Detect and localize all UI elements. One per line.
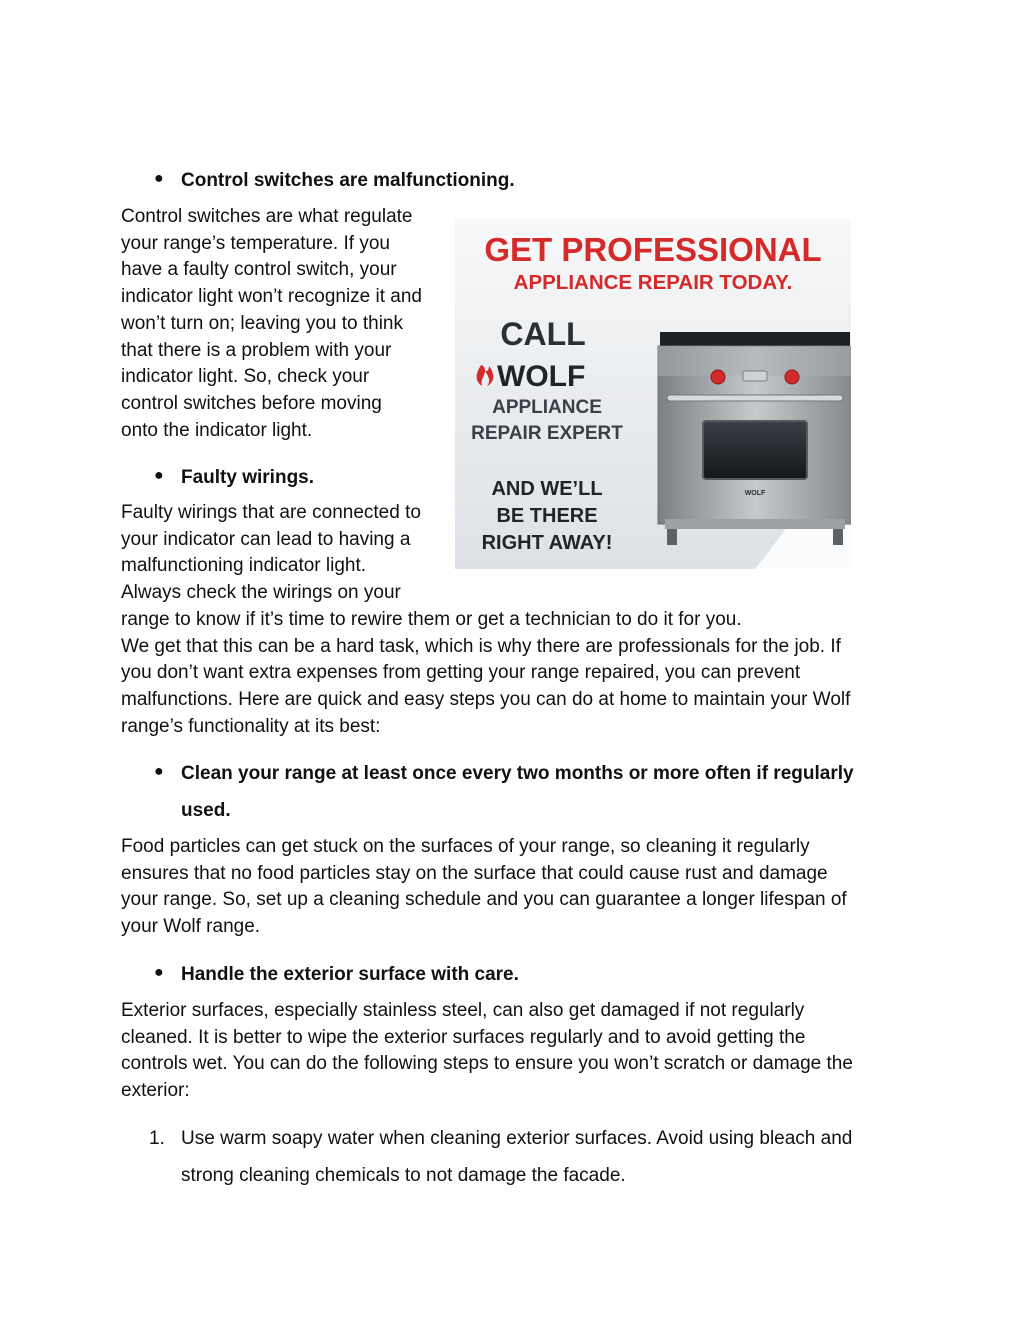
bullet-label-continued: used.	[181, 800, 231, 821]
text-line: Exterior surfaces, especially stainless steel, can also get damaged if not regularly	[121, 1000, 805, 1021]
text-line: cleaned. It is better to wipe the exterior surfaces regularly and to avoid getting the	[121, 1026, 806, 1048]
ad-tag-1: AND WE’LL	[491, 478, 603, 500]
bullet-label: Clean your range at least once every two months or more often if regularly	[181, 763, 854, 784]
text-line: exterior:	[121, 1080, 190, 1102]
text-line: malfunctions. Here are quick and easy steps you can do at home to maintain your Wolf	[121, 688, 851, 710]
text-line: that there is a problem with your	[121, 339, 392, 361]
text-line: Control switches are what regulate	[121, 206, 413, 227]
text-line: controls wet. You can do the following steps to ensure you won’t scratch or damage the	[121, 1053, 853, 1075]
text-line: malfunctioning indicator light.	[121, 555, 367, 577]
ad-sub-1: APPLIANCE	[492, 397, 602, 418]
text-line: your range. So, set up a cleaning schedule and you can guarantee a longer lifespan of	[121, 889, 847, 911]
text-line: your range’s temperature. If you	[121, 232, 390, 254]
list-number: 1.	[149, 1128, 165, 1149]
text-line: range’s functionality at its best:	[121, 715, 381, 737]
ad-headline-1: GET PROFESSIONAL	[484, 231, 822, 268]
bullet-label: Faulty wirings.	[181, 467, 315, 488]
text-line: range to know if it’s time to rewire them or get a technician to do it for you.	[121, 608, 742, 630]
list-item-text-continued: strong cleaning chemicals to not damage the facade.	[181, 1165, 626, 1186]
text-line: Always check the wirings on your	[121, 582, 401, 604]
ad-graphic	[455, 219, 851, 569]
text-line: you don’t want extra expenses from getting your range repaired, you can prevent	[121, 662, 801, 684]
ad-tag-3: RIGHT AWAY!	[481, 532, 613, 554]
ad-call-text: CALL	[500, 316, 586, 352]
range-badge: WOLF	[744, 490, 766, 497]
text-line: Food particles can get stuck on the surfaces of your range, so cleaning it regularly	[121, 836, 810, 857]
bullet-dot: ●	[154, 170, 164, 187]
text-line: ensures that no food particles stay on the surface that could cause rust and damage	[121, 862, 828, 884]
text-line: Faulty wirings that are connected to	[121, 502, 421, 523]
text-line: have a faulty control switch, your	[121, 259, 397, 281]
text-line: We get that this can be a hard task, which is why there are professionals for the job. If	[121, 635, 841, 657]
bullet-dot: ●	[154, 763, 164, 780]
bullet-label: Control switches are malfunctioning.	[181, 170, 515, 191]
ad-brand-wolf: WOLF	[497, 360, 586, 393]
paragraph-exterior-surfaces	[121, 998, 853, 1105]
text-line: indicator light won’t recognize it and	[121, 286, 423, 308]
text-line: control switches before moving	[121, 392, 382, 414]
text-line: your indicator can lead to having a	[121, 528, 411, 550]
paragraph-control-switches	[121, 204, 422, 444]
bullet-dot: ●	[154, 964, 164, 981]
bullet-label: Handle the exterior surface with care.	[181, 964, 519, 985]
text-line: indicator light. So, check your	[121, 366, 370, 388]
ad-headline-2: APPLIANCE REPAIR TODAY.	[513, 271, 793, 294]
wolf-repair-ad-banner	[455, 219, 851, 569]
text-line: your Wolf range.	[121, 916, 261, 938]
list-item-text: Use warm soapy water when cleaning exterior surfaces. Avoid using bleach and	[181, 1128, 853, 1149]
ad-sub-2: REPAIR EXPERT	[471, 423, 623, 444]
paragraph-food-particles	[121, 834, 847, 941]
text-line: onto the indicator light.	[121, 419, 313, 441]
text-line: won’t turn on; leaving you to think	[121, 312, 404, 334]
range-oven-icon	[658, 332, 851, 545]
bullet-dot: ●	[154, 467, 164, 484]
ad-tag-2: BE THERE	[496, 505, 598, 527]
